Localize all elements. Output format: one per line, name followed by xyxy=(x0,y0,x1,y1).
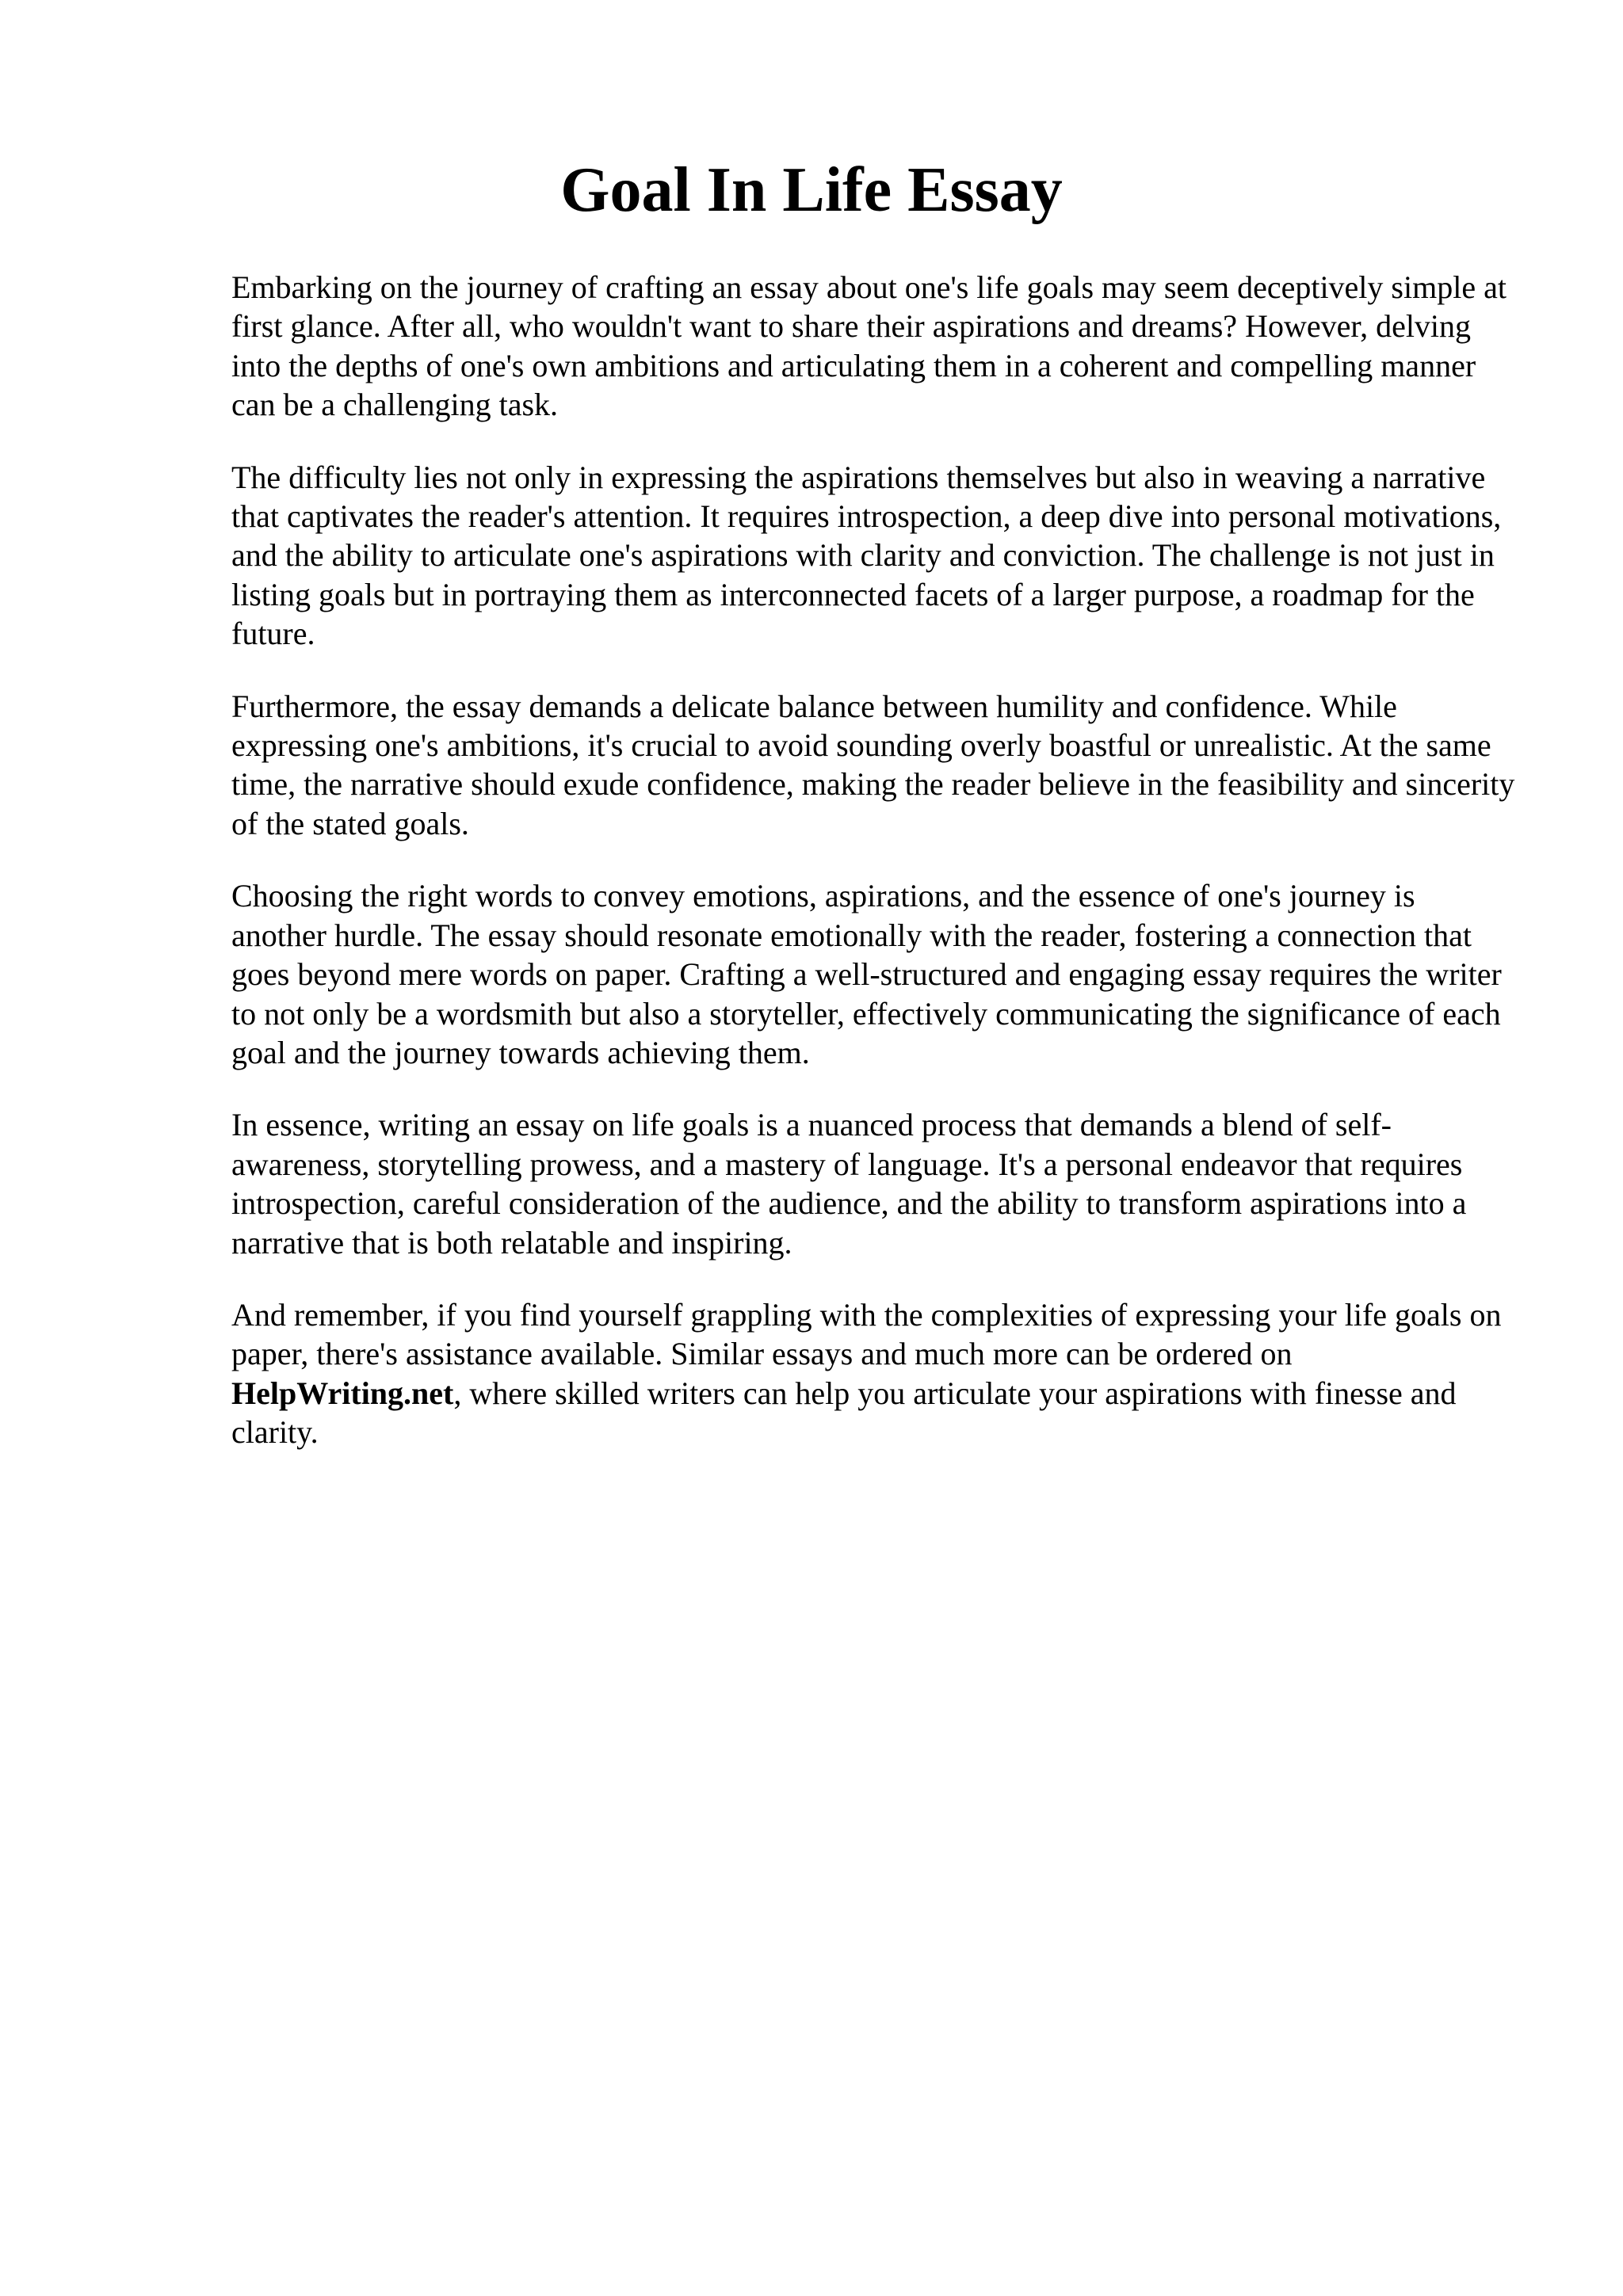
paragraph-2: The difficulty lies not only in expressing the aspirations themselves but also in weaving a narrative that captivates the reader's attention. It requires introspection, a deep dive into personal motivations, and the ability to articulate one's aspirations with clarity and conviction. The challenge is not just in listing goals but in portraying them as interconnected facets of a larger purpose, a roadmap for the future. xyxy=(231,459,1502,652)
closing-text-before: And remember, if you find yourself grappling with the complexities of expressing your life goals on paper, there's assistance available. Similar essays and much more can be ordered on xyxy=(231,1296,1502,1372)
closing-paragraph xyxy=(231,1295,1515,1452)
paragraph-4: Choosing the right words to convey emotions, aspirations, and the essence of one's journey is another hurdle. The essay should resonate emotionally with the reader, fostering a connection that goes beyond mere words on paper. Crafting a well-structured and engaging essay requires the writer to not only be a wordsmith but also a storyteller, effectively communicating the significance of each goal and the journey towards achieving them. xyxy=(231,878,1502,1070)
paragraph-1: Embarking on the journey of crafting an essay about one's life goals may seem deceptively simple at first glance. After all, who wouldn't want to share their aspirations and dreams? However, delving into the depths of one's own ambitions and articulating them in a coherent and compelling manner can be a challenging task. xyxy=(231,269,1507,423)
document-body xyxy=(231,268,1515,1486)
paragraph-3: Furthermore, the essay demands a delicate balance between humility and confidence. While expressing one's ambitions, it's crucial to avoid sounding overly boastful or unrealistic. At the same time, the narrative should exude confidence, making the reader believe in the feasibility and sincerity of the stated goals. xyxy=(231,688,1515,841)
document-title: Goal In Life Essay xyxy=(560,155,1063,225)
helpwriting-brand-text: HelpWriting.net xyxy=(231,1375,454,1411)
closing-text-after: , where skilled writers can help you articulate your aspirations with finesse and clarity. xyxy=(231,1375,1457,1451)
paragraph-5: In essence, writing an essay on life goals is a nuanced process that demands a blend of self-awareness, storytelling prowess, and a mastery of language. It's a personal endeavor that requires introspection, careful consideration of the audience, and the ability to transform aspirations into a narrative that is both relatable and inspiring. xyxy=(231,1107,1467,1261)
